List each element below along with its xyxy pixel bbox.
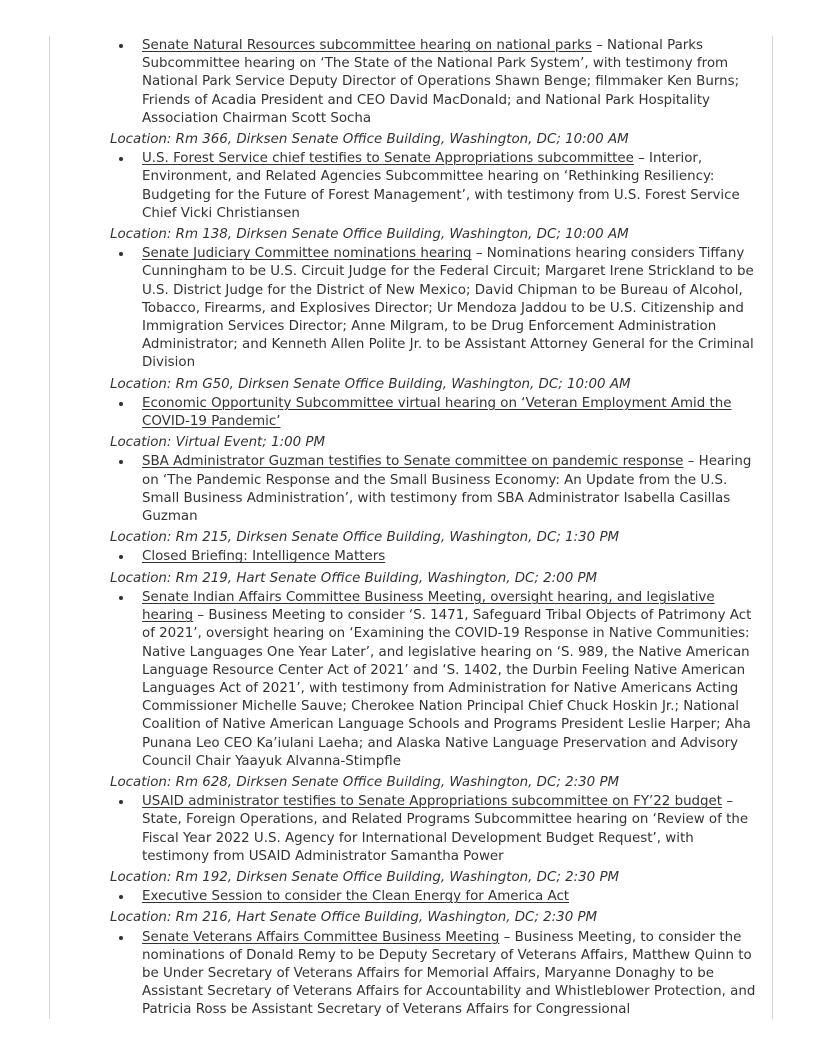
event-item xyxy=(110,548,760,566)
event-title-link[interactable]: Senate Veterans Affairs Committee Business Meeting xyxy=(142,929,500,945)
event-title-link[interactable]: Senate Judiciary Committee nominations hearing xyxy=(142,246,472,262)
event-title-link[interactable]: Senate Indian Affairs Committee Business Meeting, oversight hearing, and legislative hearing xyxy=(142,589,715,624)
event-item xyxy=(110,589,760,771)
event-description: – Business Meeting to consider ‘S. 1471, Safeguard Tribal Objects of Patrimony Act of 2021’, oversight hearing on ‘Examining the COVID-19 Response in Native Communities: Native Languages One Year Later’, and legislative hearing on ‘S. 989, the Native American Language Resource Center Act of 2021’ and ‘S. 1402, the Durbin Feeling Native American Languages Act of 2021’, with testimony from Administration for Native Americans Acting Commissioner Michelle Sauve; Cherokee Nation Principal Chief Chuck Hoskin Jr.; National Coalition of Native American Language Schools and Programs President Leslie Harper; Aha Punana Leo CEO Ka’iulani Laeha; and Alaska Native Language Preservation and Advisory Council Chair Yaayuk Alvanna-Stimpfle xyxy=(142,608,752,769)
event-item xyxy=(110,793,760,866)
event-item xyxy=(110,245,760,372)
event-title-link[interactable]: U.S. Forest Service chief testifies to Senate Appropriations subcommittee xyxy=(142,151,634,167)
event-location: Location: Rm 138, Dirksen Senate Office Building, Washington, DC; 10:00 AM xyxy=(110,227,629,243)
event-title-link[interactable]: Economic Opportunity Subcommittee virtual hearing on ‘Veteran Employment Amid the COVID-19 Pandemic’ xyxy=(142,395,732,430)
event-title-link[interactable]: SBA Administrator Guzman testifies to Senate committee on pandemic response xyxy=(142,454,684,470)
event-list-6 xyxy=(110,548,760,566)
event-location: Location: Rm 219, Hart Senate Office Building, Washington, DC; 2:00 PM xyxy=(110,570,598,586)
right-margin-rule xyxy=(772,36,773,1019)
event-list-9 xyxy=(110,888,760,906)
event-location: Location: Virtual Event; 1:00 PM xyxy=(110,435,326,451)
event-location: Location: Rm 628, Dirksen Senate Office Building, Washington, DC; 2:30 PM xyxy=(110,774,620,790)
event-location: Location: Rm 192, Dirksen Senate Office Building, Washington, DC; 2:30 PM xyxy=(110,869,620,885)
event-description: – National Parks Subcommittee hearing on ‘The State of the National Park System’, with testimony from National Park Service Deputy Director of Operations Shawn Benge; filmmaker Ken Burns; Friends of Acadia President and CEO David MacDonald; and National Park Hospitality Association Chairman Scott Socha xyxy=(142,38,740,126)
event-item xyxy=(110,37,760,128)
event-item xyxy=(110,395,760,431)
event-title-link[interactable]: Executive Session to consider the Clean Energy for America Act xyxy=(142,889,570,905)
event-description: – Nominations hearing considers Tiffany Cunningham to be U.S. Circuit Judge for the Federal Circuit; Margaret Irene Strickland to be U.S. District Judge for the District of New Mexico; David Chipman to be Bureau of Alcohol, Tobacco, Firearms, and Explosives Director; Ur Mendoza Jaddou to be U.S. Citizenship and Immigration Services Director; Anne Milgram, to be Drug Enforcement Administration Administrator; and Kenneth Allen Polite Jr. to be Assistant Attorney General for the Criminal Division xyxy=(142,246,754,371)
event-title-link[interactable]: Closed Briefing: Intelligence Matters xyxy=(142,549,386,565)
event-description: – Hearing on ‘The Pandemic Response and the Small Business Economy: An Update from the U.S. Small Business Administration’, with testimony from SBA Administrator Isabella Casillas Guzman xyxy=(142,454,752,525)
event-item xyxy=(110,453,760,526)
event-location: Location: Rm 216, Hart Senate Office Building, Washington, DC; 2:30 PM xyxy=(110,910,598,926)
event-list-10 xyxy=(110,929,760,1020)
event-location: Location: Rm 366, Dirksen Senate Office Building, Washington, DC; 10:00 AM xyxy=(110,132,629,148)
event-item xyxy=(110,150,760,223)
event-item xyxy=(110,888,760,906)
event-listing xyxy=(110,37,760,1020)
left-margin-rule xyxy=(49,36,50,1019)
event-list-8 xyxy=(110,793,760,866)
event-list-7 xyxy=(110,589,760,771)
event-list-4 xyxy=(110,395,760,431)
event-list-5 xyxy=(110,453,760,526)
event-location: Location: Rm 215, Dirksen Senate Office Building, Washington, DC; 1:30 PM xyxy=(110,530,620,546)
event-title-link[interactable]: USAID administrator testifies to Senate Appropriations subcommittee on FY’22 budget xyxy=(142,794,723,810)
event-title-link[interactable]: Senate Natural Resources subcommittee hearing on national parks xyxy=(142,38,592,53)
event-location: Location: Rm G50, Dirksen Senate Office Building, Washington, DC; 10:00 AM xyxy=(110,376,631,392)
event-description: – Business Meeting, to consider the nominations of Donald Remy to be Deputy Secretary of Veterans Affairs, Matthew Quinn to be Under Secretary of Veterans Affairs for Memorial Affairs, Maryanne Donaghy to be Assistant Secretary of Veterans Affairs for Accountability and Whistleblower Protection, and Patricia Ross be Assistant Secretary of Veterans Affairs for Congressional xyxy=(142,929,756,1018)
event-list-3 xyxy=(110,245,760,372)
event-description: – Interior, Environment, and Related Agencies Subcommittee hearing on ‘Rethinking Resiliency: Budgeting for the Future of Forest Management’, with testimony from U.S. Forest Service Chief Vicki Christiansen xyxy=(142,151,740,221)
event-item xyxy=(110,929,760,1020)
event-list-1 xyxy=(110,37,760,128)
event-description: – State, Foreign Operations, and Related Programs Subcommittee hearing on ‘Review of the Fiscal Year 2022 U.S. Agency for International Development Budget Request’, with testimony from USAID Administrator Samantha Power xyxy=(142,794,749,864)
event-list-2 xyxy=(110,150,760,223)
